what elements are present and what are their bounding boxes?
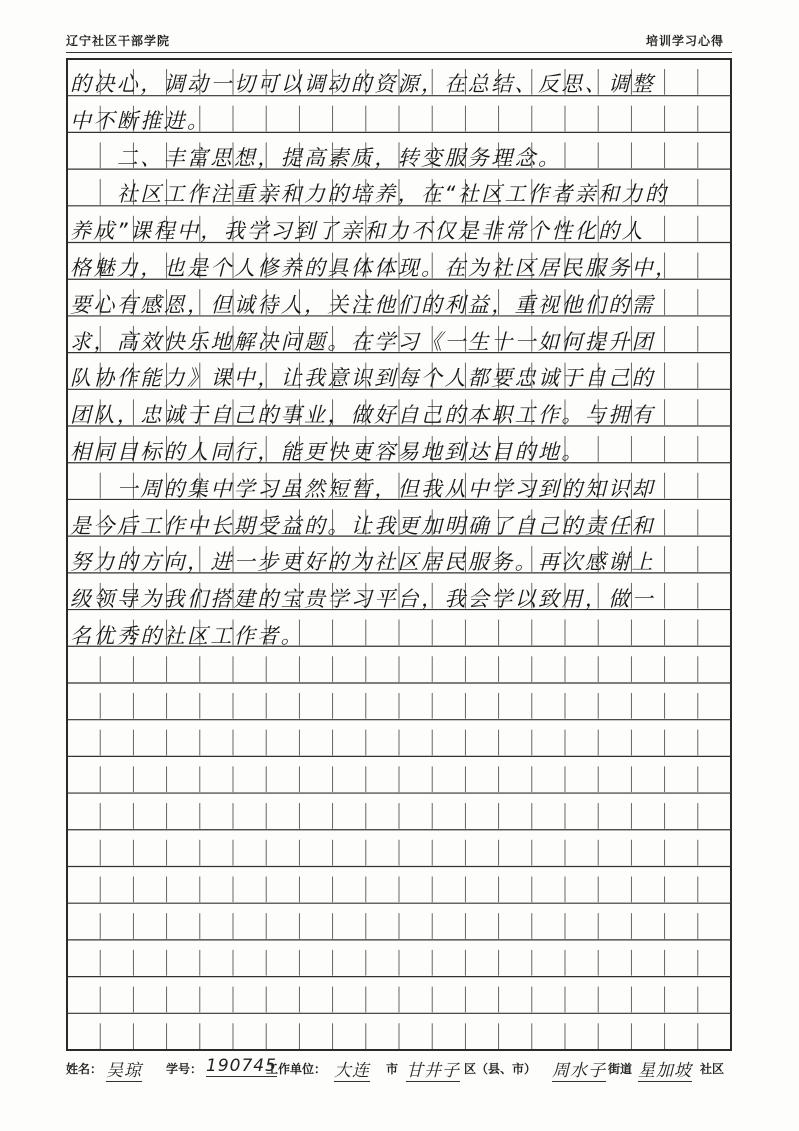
- name-label: 姓名：: [66, 1062, 103, 1076]
- student-info-footer: [66, 1056, 732, 1080]
- handwritten-line: 相同目标的人同行，能更快更容易地到达目的地。: [70, 440, 585, 464]
- handwritten-line: 要心有感恩，但诚待人，关注他们的利益，重视他们的需: [70, 292, 655, 317]
- handwritten-line: 社区工作注重亲和力的培养，在“社区工作者亲和力的: [70, 182, 669, 207]
- handwritten-line: 格魅力，也是个人修养的具体体现。在为社区居民服务中，: [70, 256, 679, 280]
- handwritten-line: 努力的方向，进一步更好的为社区居民服务。再次感谢上: [70, 550, 655, 575]
- handwritten-line: 中不断推进。: [70, 108, 211, 133]
- handwritten-line: 名优秀的社区工作者。: [70, 624, 304, 648]
- handwritten-line: 二、丰富思想，提高素质，转变服务理念。: [70, 145, 562, 170]
- handwritten-line: 队协作能力》课中，让我意识到每个人都要忠诚于自己的: [70, 366, 655, 391]
- handwritten-line: 一周的集中学习虽然短暂，但我从中学习到的知识却: [70, 476, 655, 501]
- handwritten-line: 级领导为我们搭建的宝贵学习平台，我会学以致用，做一: [70, 587, 655, 612]
- institution-name: 辽宁社区干部学院: [66, 34, 171, 48]
- name-value: 吴琼: [106, 1056, 142, 1082]
- writing-grid: [66, 58, 732, 1051]
- district-suffix: 区（县、市）: [464, 1062, 537, 1076]
- handwritten-line: 的决心，调动一切可以调动的资源，在总结、反思、调整: [70, 72, 655, 96]
- header-rule: [66, 52, 732, 53]
- street-value: 周水子: [552, 1056, 606, 1082]
- district-value: 甘井子: [406, 1056, 460, 1082]
- city-suffix: 市: [386, 1062, 399, 1076]
- street-suffix: 街道: [608, 1062, 633, 1076]
- student-id-label: 学号：: [166, 1062, 203, 1076]
- community-value: 星加坡: [638, 1056, 692, 1082]
- city-value: 大连: [334, 1056, 370, 1082]
- handwritten-line: 求，高效快乐地解决问题。在学习《一生十一如何提升团: [70, 329, 655, 354]
- work-unit-label: 工作单位：: [266, 1062, 327, 1076]
- document-title: 培训学习心得: [645, 34, 724, 48]
- handwritten-line: 养成”课程中，我学习到了亲和力不仅是非常个性化的人: [70, 219, 645, 244]
- handwritten-line: 是今后工作中长期受益的。让我更加明确了自己的责任和: [70, 513, 655, 538]
- community-suffix: 社区: [700, 1062, 725, 1076]
- handwritten-line: 团队，忠诚于自己的事业，做好自己的本职工作。与拥有: [70, 403, 655, 428]
- student-id-value: 190745: [206, 1056, 277, 1076]
